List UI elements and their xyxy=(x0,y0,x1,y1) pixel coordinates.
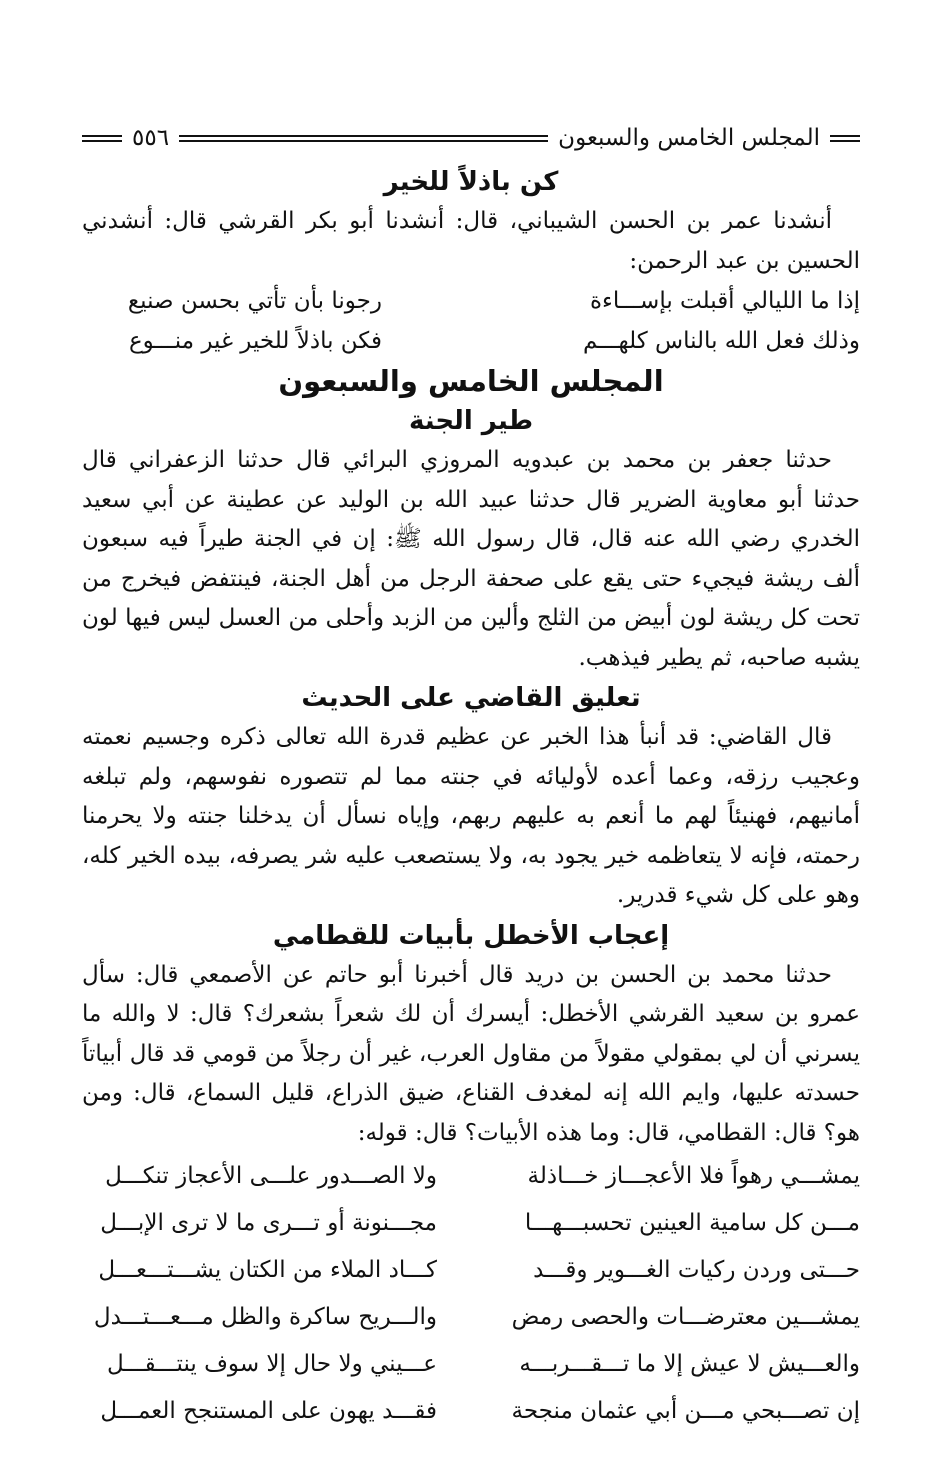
verse-line xyxy=(82,1200,860,1247)
paragraph-akhtal-story: حدثنا محمد بن الحسن بن دريد قال أخبرنا أبو حاتم عن الأصمعي قال: سأل عمرو بن سعيد القرشي الأخطل: أيسرك أن لك شعراً بشعرك؟ قال: لا والله ما يسرني أن لي بمقولي مقولاً من مقاول العرب، غير أن رجلاً من قومي قد قال أبياتاً حسدته عليها، وايم الله إنه لمغدف القناع، ضيق الذراع، قليل السماع، قال: ومن هو؟ قال: القطامي، قال: وما هذه الأبيات؟ قال: قوله: xyxy=(82,961,860,1146)
header-rule-middle xyxy=(179,135,548,142)
section-heading-qadi-commentary: تعليق القاضي على الحديث xyxy=(301,683,641,713)
verse-second-hemistich: فقـــد يهون على المستنجح العمـــل xyxy=(100,1398,437,1424)
header-rule-left xyxy=(82,135,122,142)
running-header xyxy=(82,118,860,158)
verse-second-hemistich: عـــيني ولا حال إلا سوف ينتـــقـــل xyxy=(107,1351,437,1377)
page-content xyxy=(82,162,860,1435)
verse-second-hemistich: كـــاد الملاء من الكتان يشـــتـــعـــل xyxy=(98,1257,437,1283)
poem-generosity xyxy=(82,281,860,361)
verse-second-hemistich: مجـــنونة أو تـــرى ما لا ترى الإبـــل xyxy=(100,1210,437,1236)
verse-first-hemistich: وذلك فعل الله بالناس كلهـــم xyxy=(583,328,860,354)
verse-first-hemistich: إذا ما الليالي أقبلت بإســـاءة xyxy=(589,288,860,314)
verse-first-hemistich: حـــتى وردن ركيات الغـــوير وقـــد xyxy=(533,1257,860,1283)
paragraph-recitation-intro: أنشدنا عمر بن الحسن الشيباني، قال: أنشدنا أبو بكر القرشي قال: أنشدني الحسين بن عبد الرحمن: xyxy=(82,208,860,274)
verse-first-hemistich: مـــن كل سامية العينين تحسبـــهـــا xyxy=(524,1210,860,1236)
section-heading-generosity: كن باذلاً للخير xyxy=(383,167,559,197)
verse-second-hemistich: ولا الصـــدور علـــى الأعجاز تنكـــل xyxy=(105,1163,437,1189)
verse-second-hemistich: فكن باذلاً للخير غير منـــوع xyxy=(128,328,382,354)
poem-qutami xyxy=(82,1153,860,1435)
section-heading-bird-of-paradise: طير الجنة xyxy=(408,406,534,436)
page-number: ٥٥٦ xyxy=(132,125,170,151)
verse-second-hemistich: والـــريح ساكرة والظل مـــعـــتـــدل xyxy=(93,1304,437,1330)
verse-line xyxy=(82,1153,860,1200)
paragraph-hadith: حدثنا جعفر بن محمد بن عبدويه المروزي البرائي قال حدثنا الزعفراني قال حدثنا أبو معاوية الضرير قال حدثنا عبيد الله بن الوليد عن عطينة عن أبي سعيد الخدري رضي الله عنه قال، قال رسول الله ﷺ: إن في الجنة طيراً فيه سبعون ألف ريشة فيجيء حتى يقع على صحفة الرجل من أهل الجنة، فينتفض فيخرج من تحت كل ريشة لون أبيض من الثلج وألين من الزبد وأحلى من العسل ليس فيها لون يشبه صاحبه، ثم يطير فيذهب. xyxy=(82,447,860,671)
verse-line xyxy=(82,1294,860,1341)
verse-line xyxy=(82,1341,860,1388)
header-rule-right xyxy=(830,135,860,142)
verse-first-hemistich: يمشـــي رهواً فلا الأعجـــاز خـــاذلة xyxy=(527,1163,860,1189)
verse-line xyxy=(82,321,860,361)
verse-line xyxy=(82,1388,860,1435)
section-heading-akhtal: إعجاب الأخطل بأبيات للقطامي xyxy=(272,920,670,951)
verse-line xyxy=(82,281,860,321)
verse-second-hemistich: رجونا بأن تأتي بحسن صنيع xyxy=(127,288,382,314)
verse-first-hemistich: والعـــيش لا عيش إلا ما تـــقـــربـــه xyxy=(519,1351,860,1377)
header-title: المجلس الخامس والسبعون xyxy=(558,125,820,151)
verse-line xyxy=(82,1247,860,1294)
verse-first-hemistich: يمشـــين معترضـــات والحصى رمض xyxy=(511,1304,860,1330)
verse-first-hemistich: إن تصـــبحي مـــن أبي عثمان منجحة xyxy=(511,1398,860,1424)
majlis-title: المجلس الخامس والسبعون xyxy=(278,364,664,398)
paragraph-commentary: قال القاضي: قد أنبأ هذا الخبر عن عظيم قدرة الله تعالى ذكره وجسيم نعمته وعجيب رزقه، وعما أعده لأوليائه في جنته مما لم تتصوره نفوسهم، ولم تبلغه أمانيهم، فهنيئاً لهم ما أنعم به عليهم ربهم، وإياه نسأل أن يدخلنا جنته ولا يحرمنا رحمته، فإنه لا يتعاظمه خير يجود به، ولا يستصعب عليه شر يصرفه، بيده الخير كله، وهو على كل شيء قدرير. xyxy=(82,724,860,908)
